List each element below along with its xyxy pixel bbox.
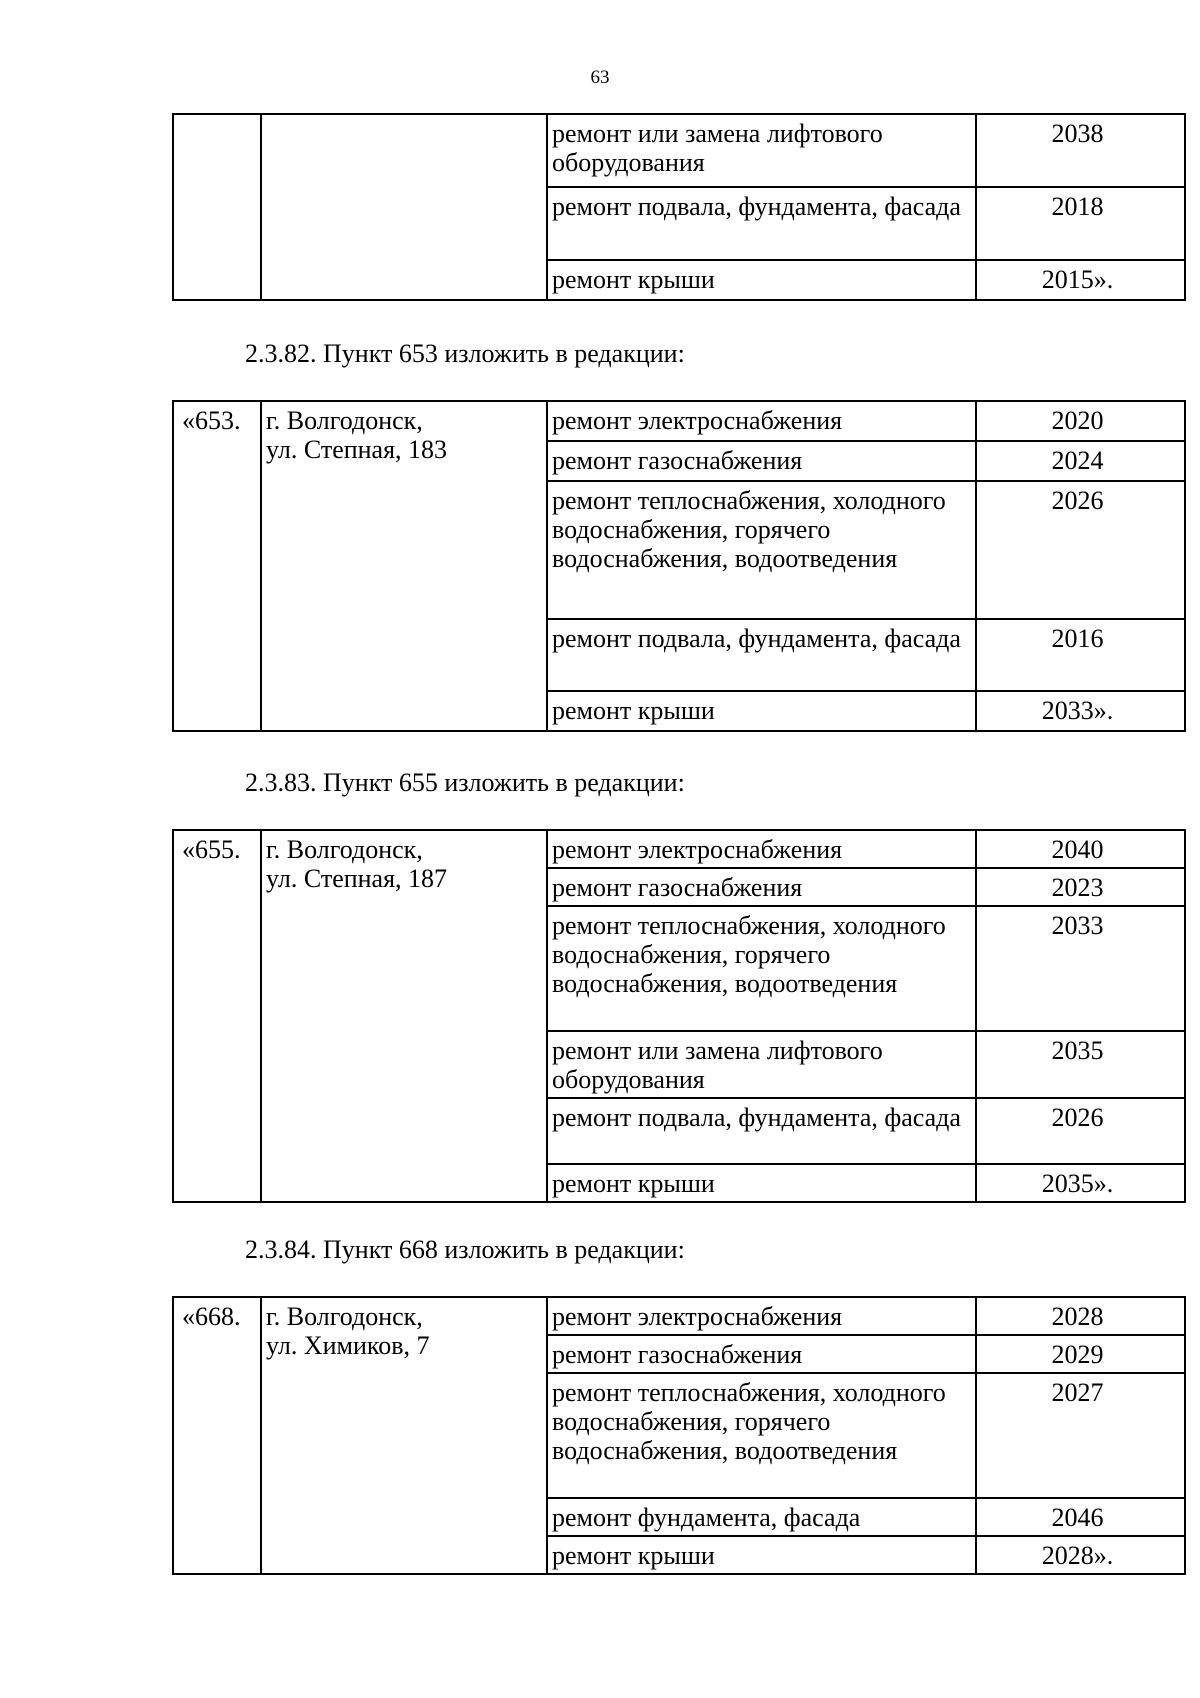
work-cell: ремонт крыши — [547, 1164, 976, 1202]
year-cell: 2026 — [976, 1098, 1185, 1164]
work-cell: ремонт крыши — [547, 1536, 976, 1574]
year-cell: 2029 — [976, 1335, 1185, 1373]
year-cell: 2033». — [976, 691, 1185, 731]
work-cell: ремонт электроснабжения — [547, 1297, 976, 1335]
year-cell: 2027 — [976, 1373, 1185, 1498]
work-cell: ремонт подвала, фундамента, фасада — [547, 187, 976, 260]
item-table-655 — [172, 829, 1186, 1203]
year-cell: 2038 — [976, 114, 1185, 187]
work-cell: ремонт теплоснабжения, холодного водоснабжения, горячего водоснабжения, водоотведения — [547, 1373, 976, 1498]
section-heading: 2.3.84. Пункт 668 изложить в редакции: — [245, 1235, 685, 1264]
year-cell: 2015». — [976, 260, 1185, 300]
year-cell: 2020 — [976, 401, 1185, 441]
year-cell: 2028 — [976, 1297, 1185, 1335]
year-cell: 2035 — [976, 1031, 1185, 1098]
table-row — [173, 114, 1185, 187]
year-cell: 2018 — [976, 187, 1185, 260]
year-cell: 2028». — [976, 1536, 1185, 1574]
work-cell: ремонт подвала, фундамента, фасада — [547, 1098, 976, 1164]
table-row — [173, 1297, 1185, 1335]
work-cell: ремонт или замена лифтового оборудования — [547, 1031, 976, 1098]
year-cell: 2040 — [976, 830, 1185, 868]
page-number: 63 — [590, 67, 610, 88]
address-street: ул. Степная, 183 — [266, 435, 448, 464]
work-cell: ремонт газоснабжения — [547, 1335, 976, 1373]
address-cell — [261, 830, 547, 1202]
work-cell: ремонт электроснабжения — [547, 401, 976, 441]
work-cell: ремонт газоснабжения — [547, 441, 976, 481]
section-heading: 2.3.83. Пункт 655 изложить в редакции: — [245, 768, 685, 797]
address-street: ул. Химиков, 7 — [266, 1331, 430, 1360]
work-cell: ремонт крыши — [547, 691, 976, 731]
address-city: г. Волгодонск, — [266, 1302, 423, 1331]
work-cell: ремонт теплоснабжения, холодного водоснабжения, горячего водоснабжения, водоотведения — [547, 906, 976, 1031]
work-cell: ремонт теплоснабжения, холодного водоснабжения, горячего водоснабжения, водоотведения — [547, 481, 976, 619]
continuation-table — [172, 113, 1186, 301]
item-table-668 — [172, 1296, 1186, 1575]
year-cell: 2016 — [976, 619, 1185, 691]
address-city: г. Волгодонск, — [266, 835, 423, 864]
item-table-653 — [172, 400, 1186, 732]
work-cell: ремонт электроснабжения — [547, 830, 976, 868]
year-cell: 2024 — [976, 441, 1185, 481]
work-cell: ремонт крыши — [547, 260, 976, 300]
address-cell — [261, 401, 547, 731]
work-cell: ремонт газоснабжения — [547, 868, 976, 906]
address-street: ул. Степная, 187 — [266, 864, 448, 893]
item-number-cell: «655. — [173, 830, 261, 1202]
work-cell: ремонт подвала, фундамента, фасада — [547, 619, 976, 691]
year-cell: 2026 — [976, 481, 1185, 619]
year-cell: 2033 — [976, 906, 1185, 1031]
item-number-cell — [173, 114, 261, 300]
year-cell: 2023 — [976, 868, 1185, 906]
work-cell: ремонт фундамента, фасада — [547, 1498, 976, 1536]
work-cell: ремонт или замена лифтового оборудования — [547, 114, 976, 187]
year-cell: 2035». — [976, 1164, 1185, 1202]
year-cell: 2046 — [976, 1498, 1185, 1536]
table-row — [173, 830, 1185, 868]
item-number-cell: «668. — [173, 1297, 261, 1574]
address-city: г. Волгодонск, — [266, 406, 423, 435]
address-cell — [261, 1297, 547, 1574]
section-heading: 2.3.82. Пункт 653 изложить в редакции: — [245, 339, 685, 368]
table-row — [173, 401, 1185, 441]
address-cell — [261, 114, 547, 300]
item-number-cell: «653. — [173, 401, 261, 731]
